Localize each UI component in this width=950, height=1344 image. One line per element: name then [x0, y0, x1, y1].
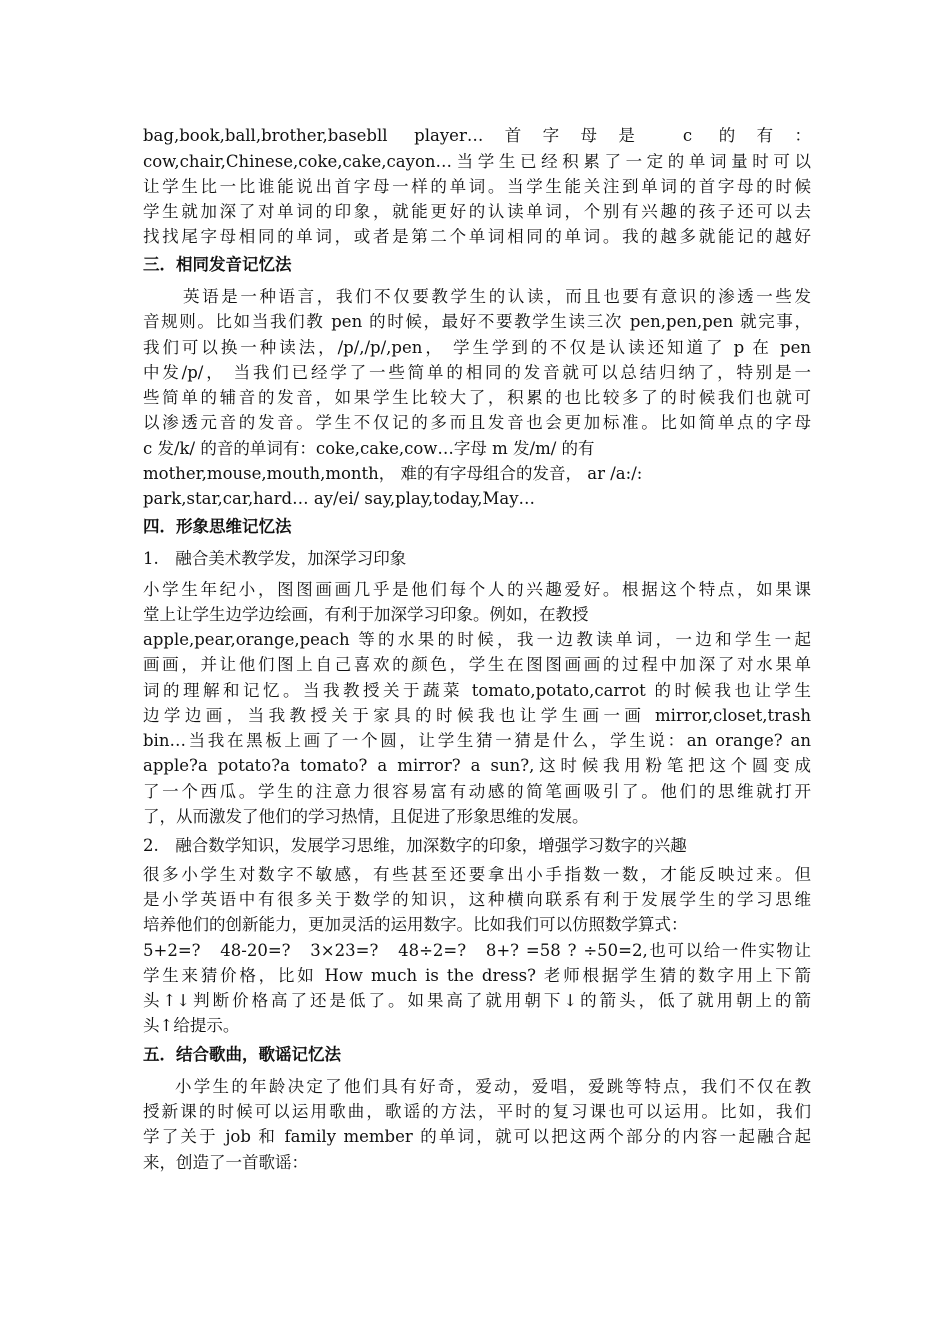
- text-line: 培养他们的创新能力，更加灵活的运用数字。比如我们可以仿照数学算式：: [143, 915, 688, 934]
- section-heading: 四．形象思维记忆法: [143, 517, 292, 536]
- section-heading: 三．相同发音记忆法: [143, 255, 292, 274]
- text-line: bag,book,ball,brother,basebll player…首字母是 c 的有：: [143, 126, 811, 145]
- text-line: 以渗透元音的发音。学生不仅记的多而且发音也会更加标准。比如简单点的字母: [143, 413, 811, 432]
- text-line: park,star,car,hard… ay/ei/ say,play,today,May…: [143, 489, 536, 508]
- text-line: 画画，并让他们图上自己喜欢的颜色，学生在图图画画的过程中加深了对水果单: [143, 655, 811, 674]
- text-line: 是小学英语中有很多关于数学的知识，这种横向联系有利于发展学生的学习思维: [143, 890, 811, 909]
- text-line: 学生就加深了对单词的印象，就能更好的认读单词，个别有兴趣的孩子还可以去: [143, 202, 811, 221]
- text-line: 中发/p/， 当我们已经学了一些简单的相同的发音就可以总结归纳了，特别是一: [143, 363, 811, 382]
- text-line: 学生来猜价格，比如 How much is the dress? 老师根据学生猜的数字用上下箭: [143, 966, 811, 985]
- text-line: 词的理解和记忆。当我教授关于蔬菜 tomato,potato,carrot 的时候我也让学生: [143, 681, 811, 700]
- subsection-heading: 2. 融合数学知识，发展学习思维，加深数字的印象，增强学习数字的兴趣: [143, 836, 687, 855]
- text-line: 找找尾字母相同的单词，或者是第二个单词相同的单词。我的越多就能记的越好: [143, 227, 811, 246]
- section-heading: 五．结合歌曲，歌谣记忆法: [143, 1045, 341, 1064]
- text-line: 边学边画，当我教授关于家具的时候我也让学生画一画 mirror,closet,trash: [143, 706, 811, 725]
- text-line: 5+2=? 48-20=? 3×23=? 48÷2=? 8+? =58 ? ÷50=2,也可以给一件实物让: [143, 941, 811, 960]
- text-line: c 发/k/ 的音的单词有：coke,cake,cow…字母 m 发/m/ 的有: [143, 439, 595, 458]
- text-line: 让学生比一比谁能说出首字母一样的单词。当学生能关注到单词的首字母的时候: [143, 177, 811, 196]
- text-line: 学了关于 job 和 family member 的单词，就可以把这两个部分的内容一起融合起: [143, 1127, 811, 1146]
- text-line: 堂上让学生边学边绘画，有利于加深学习印象。例如，在教授: [143, 605, 589, 624]
- text-line: cow,chair,Chinese,coke,cake,cayon…当学生已经积累了一定的单词量时可以: [143, 152, 811, 171]
- text-line: apple?a potato?a tomato? a mirror? a sun?,这时候我用粉笔把这个圆变成: [143, 756, 811, 775]
- text-line: 头↑↓判断价格高了还是低了。如果高了就用朝下↓的箭头，低了就用朝上的箭: [143, 991, 811, 1010]
- subsection-heading: 1. 融合美术教学发，加深学习印象: [143, 549, 407, 568]
- text-line: 我们可以换一种读法，/p/,/p/,pen， 学生学到的不仅是认读还知道了 p 在 pen: [143, 338, 811, 357]
- text-line: 来，创造了一首歌谣：: [143, 1153, 308, 1172]
- text-line: 头↑给提示。: [143, 1016, 240, 1035]
- text-line: 音规则。比如当我们教 pen 的时候，最好不要教学生读三次 pen,pen,pen 就完事，: [143, 312, 811, 331]
- text-line: 小学生的年龄决定了他们具有好奇，爱动，爱唱，爱跳等特点，我们不仅在教: [175, 1077, 811, 1096]
- text-line: 英语是一种语言，我们不仅要教学生的认读，而且也要有意识的渗透一些发: [183, 287, 811, 306]
- text-line: 了一个西瓜。学生的注意力很容易富有动感的简笔画吸引了。他们的思维就打开: [143, 782, 811, 801]
- text-line: apple,pear,orange,peach 等的水果的时候，我一边教读单词，一边和学生一起: [143, 630, 811, 649]
- text-line: 很多小学生对数字不敏感，有些甚至还要拿出小手指数一数，才能反映过来。但: [143, 865, 811, 884]
- text-line: 些简单的辅音的发音，如果学生比较大了，积累的也比较多了的时候我们也就可: [143, 388, 811, 407]
- text-line: 了，从而激发了他们的学习热情，且促进了形象思维的发展。: [143, 807, 589, 826]
- text-line: bin…当我在黑板上画了一个圆，让学生猜一猜是什么，学生说：an orange? an: [143, 731, 811, 750]
- text-line: 授新课的时候可以运用歌曲，歌谣的方法，平时的复习课也可以运用。比如，我们: [143, 1102, 811, 1121]
- text-line: mother,mouse,mouth,month， 难的有字母组合的发音， ar /a:/:: [143, 464, 643, 483]
- text-line: 小学生年纪小，图图画画几乎是他们每个人的兴趣爱好。根据这个特点，如果课: [143, 580, 811, 599]
